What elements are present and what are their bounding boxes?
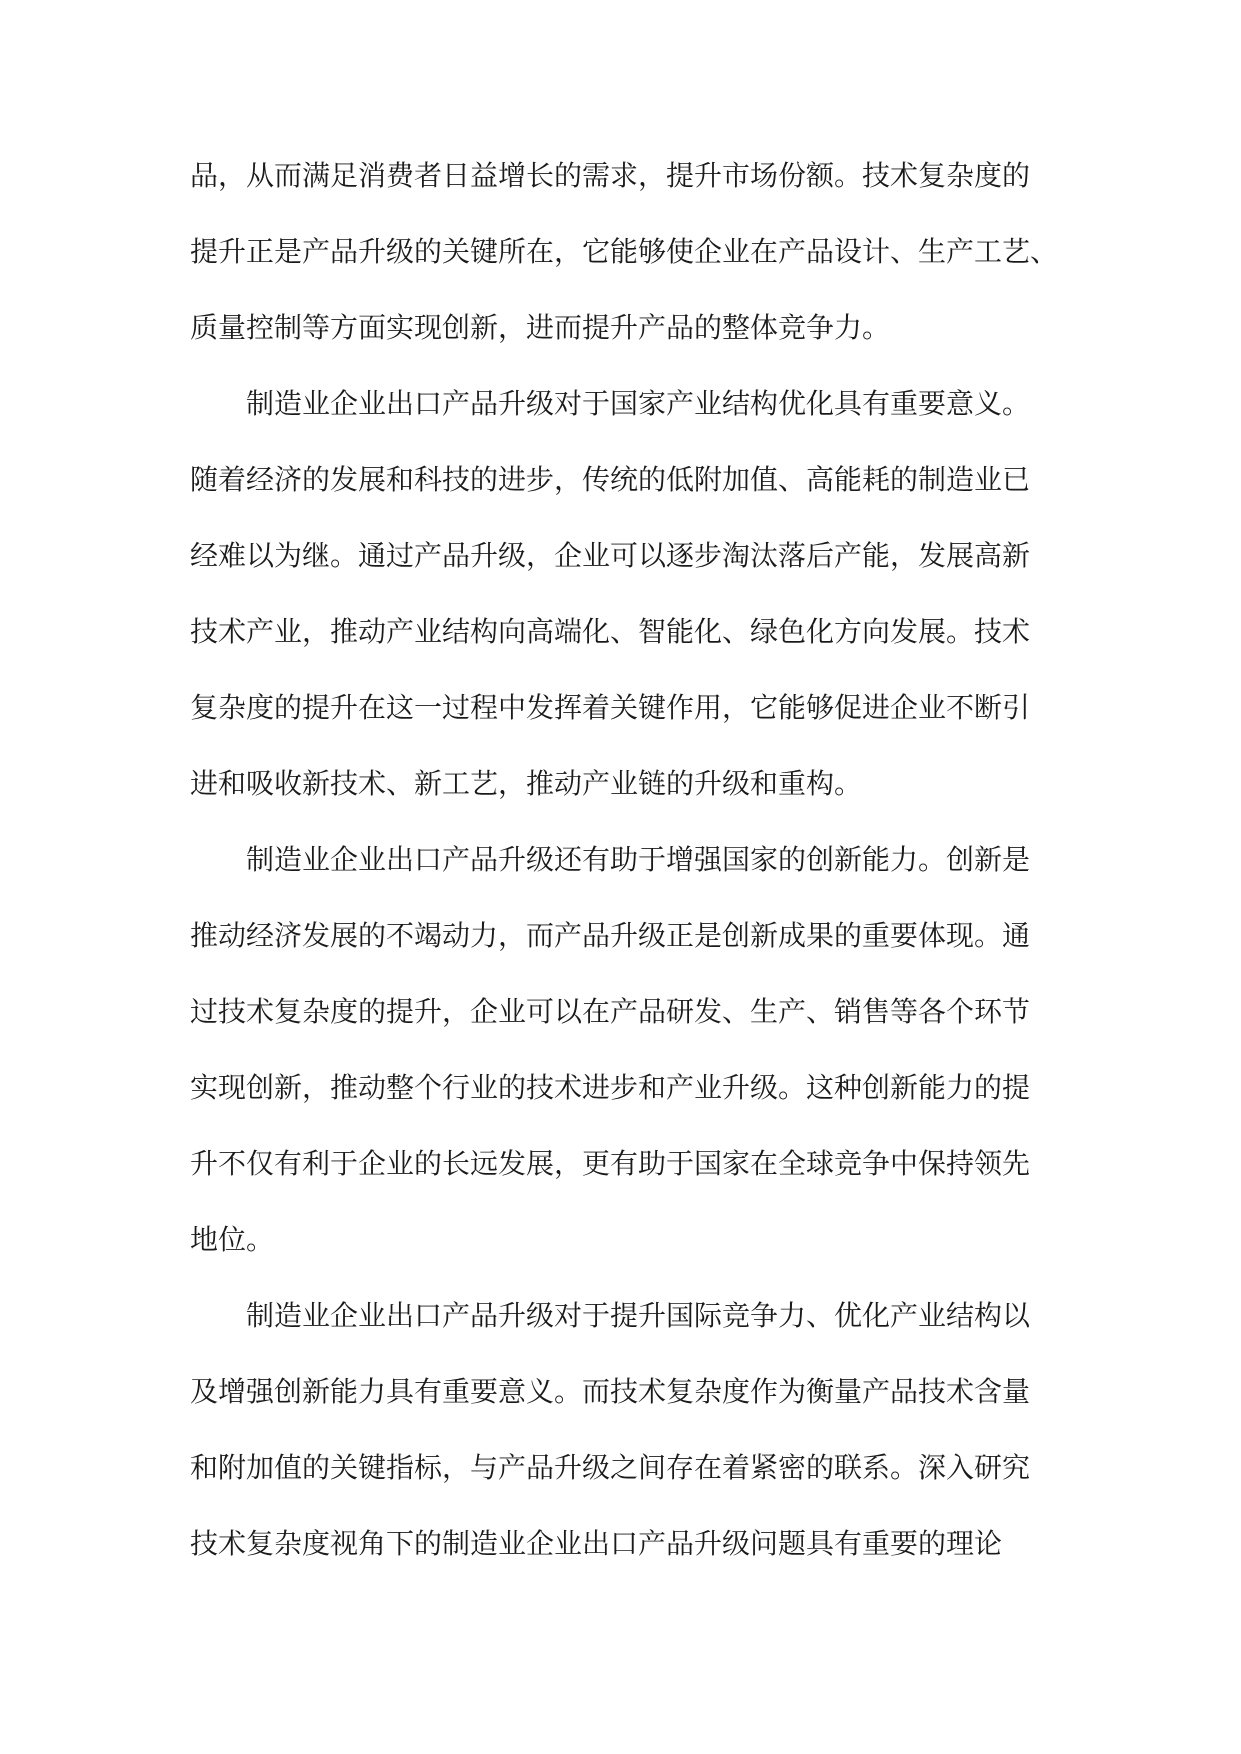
text-line: 经难以为继。通过产品升级，企业可以逐步淘汰落后产能，发展高新 [190, 539, 1031, 572]
text-line: 和附加值的关键指标，与产品升级之间存在着紧密的联系。深入研究 [190, 1451, 1031, 1484]
text-line: 随着经济的发展和科技的进步，传统的低附加值、高能耗的制造业已 [190, 463, 1031, 496]
text-line: 质量控制等方面实现创新，进而提升产品的整体竞争力。 [190, 311, 891, 344]
text-line: 制造业企业出口产品升级对于提升国际竞争力、优化产业结构以 [246, 1299, 1031, 1332]
text-line: 技术复杂度视角下的制造业企业出口产品升级问题具有重要的理论 [190, 1527, 1003, 1560]
text-line: 地位。 [190, 1223, 275, 1256]
body-text [190, 138, 1059, 1582]
text-line: 实现创新，推动整个行业的技术进步和产业升级。这种创新能力的提 [190, 1071, 1031, 1104]
text-line: 升不仅有利于企业的长远发展，更有助于国家在全球竞争中保持领先 [190, 1147, 1031, 1180]
text-line: 过技术复杂度的提升，企业可以在产品研发、生产、销售等各个环节 [190, 995, 1031, 1028]
text-line: 提升正是产品升级的关键所在，它能够使企业在产品设计、生产工艺、 [190, 235, 1059, 268]
text-line: 复杂度的提升在这一过程中发挥着关键作用，它能够促进企业不断引 [190, 691, 1031, 724]
paragraph-4 [190, 1278, 1048, 1582]
text-line: 进和吸收新技术、新工艺，推动产业链的升级和重构。 [190, 767, 863, 800]
text-line: 制造业企业出口产品升级还有助于增强国家的创新能力。创新是 [246, 843, 1031, 876]
paragraph-2 [190, 366, 1048, 822]
text-line: 制造业企业出口产品升级对于国家产业结构优化具有重要意义。 [246, 387, 1031, 420]
text-line: 推动经济发展的不竭动力，而产品升级正是创新成果的重要体现。通 [190, 919, 1031, 952]
paragraph-3 [190, 822, 1048, 1278]
paragraph-1 [190, 138, 1059, 366]
text-line: 品，从而满足消费者日益增长的需求，提升市场份额。技术复杂度的 [190, 159, 1031, 192]
text-line: 技术产业，推动产业结构向高端化、智能化、绿色化方向发展。技术 [190, 615, 1031, 648]
text-line: 及增强创新能力具有重要意义。而技术复杂度作为衡量产品技术含量 [190, 1375, 1031, 1408]
